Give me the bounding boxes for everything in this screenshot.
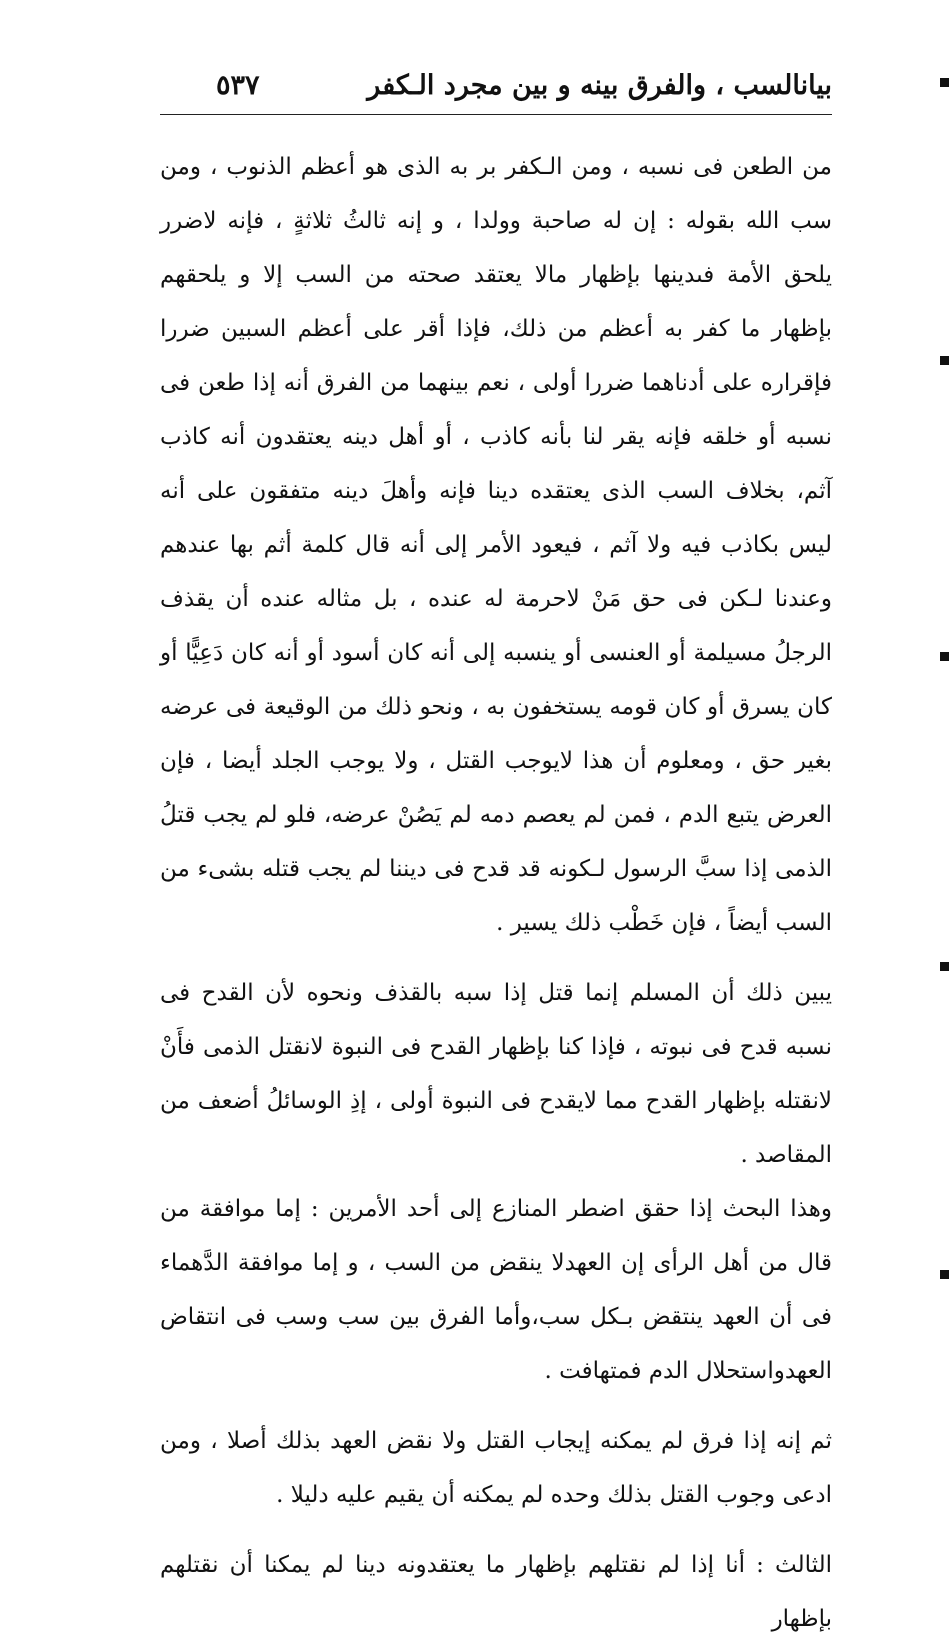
page-body <box>160 140 832 1646</box>
paragraph-gap <box>160 950 832 966</box>
paragraph-gap <box>160 1522 832 1538</box>
margin-mark <box>940 652 949 661</box>
margin-mark <box>940 1270 949 1279</box>
page-number: ٥٣٧ <box>216 70 260 101</box>
paragraph-gap <box>160 1398 832 1414</box>
margin-mark <box>940 962 949 971</box>
header-title: بيانالسب ، والفرق بينه و بين مجرد الـكفر <box>367 70 832 101</box>
margin-mark <box>940 356 949 365</box>
paragraph-2: يبين ذلك أن المسلم إنما قتل إذا سبه بالقذف ونحوه لأن القدح فى نسبه قدح فى نبوته ، فإذا كنا بإظهار القدح فى النبوة لانقتل الذمى فأَنْ لانقتله بإظهار القدح مما لايقدح فى النبوة أولى ، إذِ الوسائلُ أضعف من المقاصد . <box>160 980 832 1168</box>
paragraph-1: من الطعن فى نسبه ، ومن الـكفر بر به الذى هو أعظم الذنوب ، ومن سب الله بقوله : إن له صاحبة وولدا ، و إنه ثالثُ ثلاثةٍ ، فإنه لاضرر يلحق الأمة فىدينها بإظهار مالا يعتقد صحته من السب إلا و يلحقهم بإظهار ما كفر به أعظم من ذلك، فإذا أقر على أعظم السبين ضررا فإقراره على أدناهما ضررا أولى ، نعم بينهما من الفرق أنه إذا طعن فى نسبه أو خلقه فإنه يقر لنا بأنه كاذب ، أو أهل دينه يعتقدون أنه كاذب آثم، بخلاف السب الذى يعتقده دينا فإنه وأهلَ دينه متفقون على أنه ليس بكاذب فيه ولا آثم ، فيعود الأمر إلى أنه قال كلمة أثم بها عندهم وعندنا لـكن فى حق مَنْ لاحرمة له عنده ، بل مثاله عنده أن يقذف الرجلُ مسيلمة أو العنسى أو ينسبه إلى أنه كان أسود أو أنه كان دَعِيًّا أو كان يسرق أو كان قومه يستخفون به ، ونحو ذلك من الوقيعة فى عرضه بغير حق ، ومعلوم أن هذا لايوجب القتل ، ولا يوجب الجلد أيضا ، فإن العرض يتبع الدم ، فمن لم يعصم دمه لم يَصُنْ عرضه، فلو لم يجب قتلُ الذمى إذا سبَّ الرسول لـكونه قد قدح فى ديننا لم يجب قتله بشىء من السب أيضاً ، فإن خَطْب ذلك يسير . <box>160 154 832 936</box>
header-divider <box>160 114 832 115</box>
running-header <box>160 66 832 114</box>
margin-mark <box>940 78 949 87</box>
paragraph-4: ثم إنه إذا فرق لم يمكنه إيجاب القتل ولا نقض العهد بذلك أصلا ، ومن ادعى وجوب القتل بذلك وحده لم يمكنه أن يقيم عليه دليلا . <box>160 1428 832 1508</box>
paragraph-5: الثالث : أنا إذا لم نقتلهم بإظهار ما يعتقدونه دينا لم يمكنا أن نقتلهم بإظهار <box>160 1552 832 1632</box>
paragraph-3: وهذا البحث إذا حقق اضطر المنازع إلى أحد الأمرين : إما موافقة من قال من أهل الرأى إن العهدلا ينقض من السب ، و إما موافقة الدَّهماء فى أن العهد ينتقض بـكل سب،وأما الفرق بين سب وسب فى انتقاض العهدواستحلال الدم فمتهافت . <box>160 1196 832 1384</box>
